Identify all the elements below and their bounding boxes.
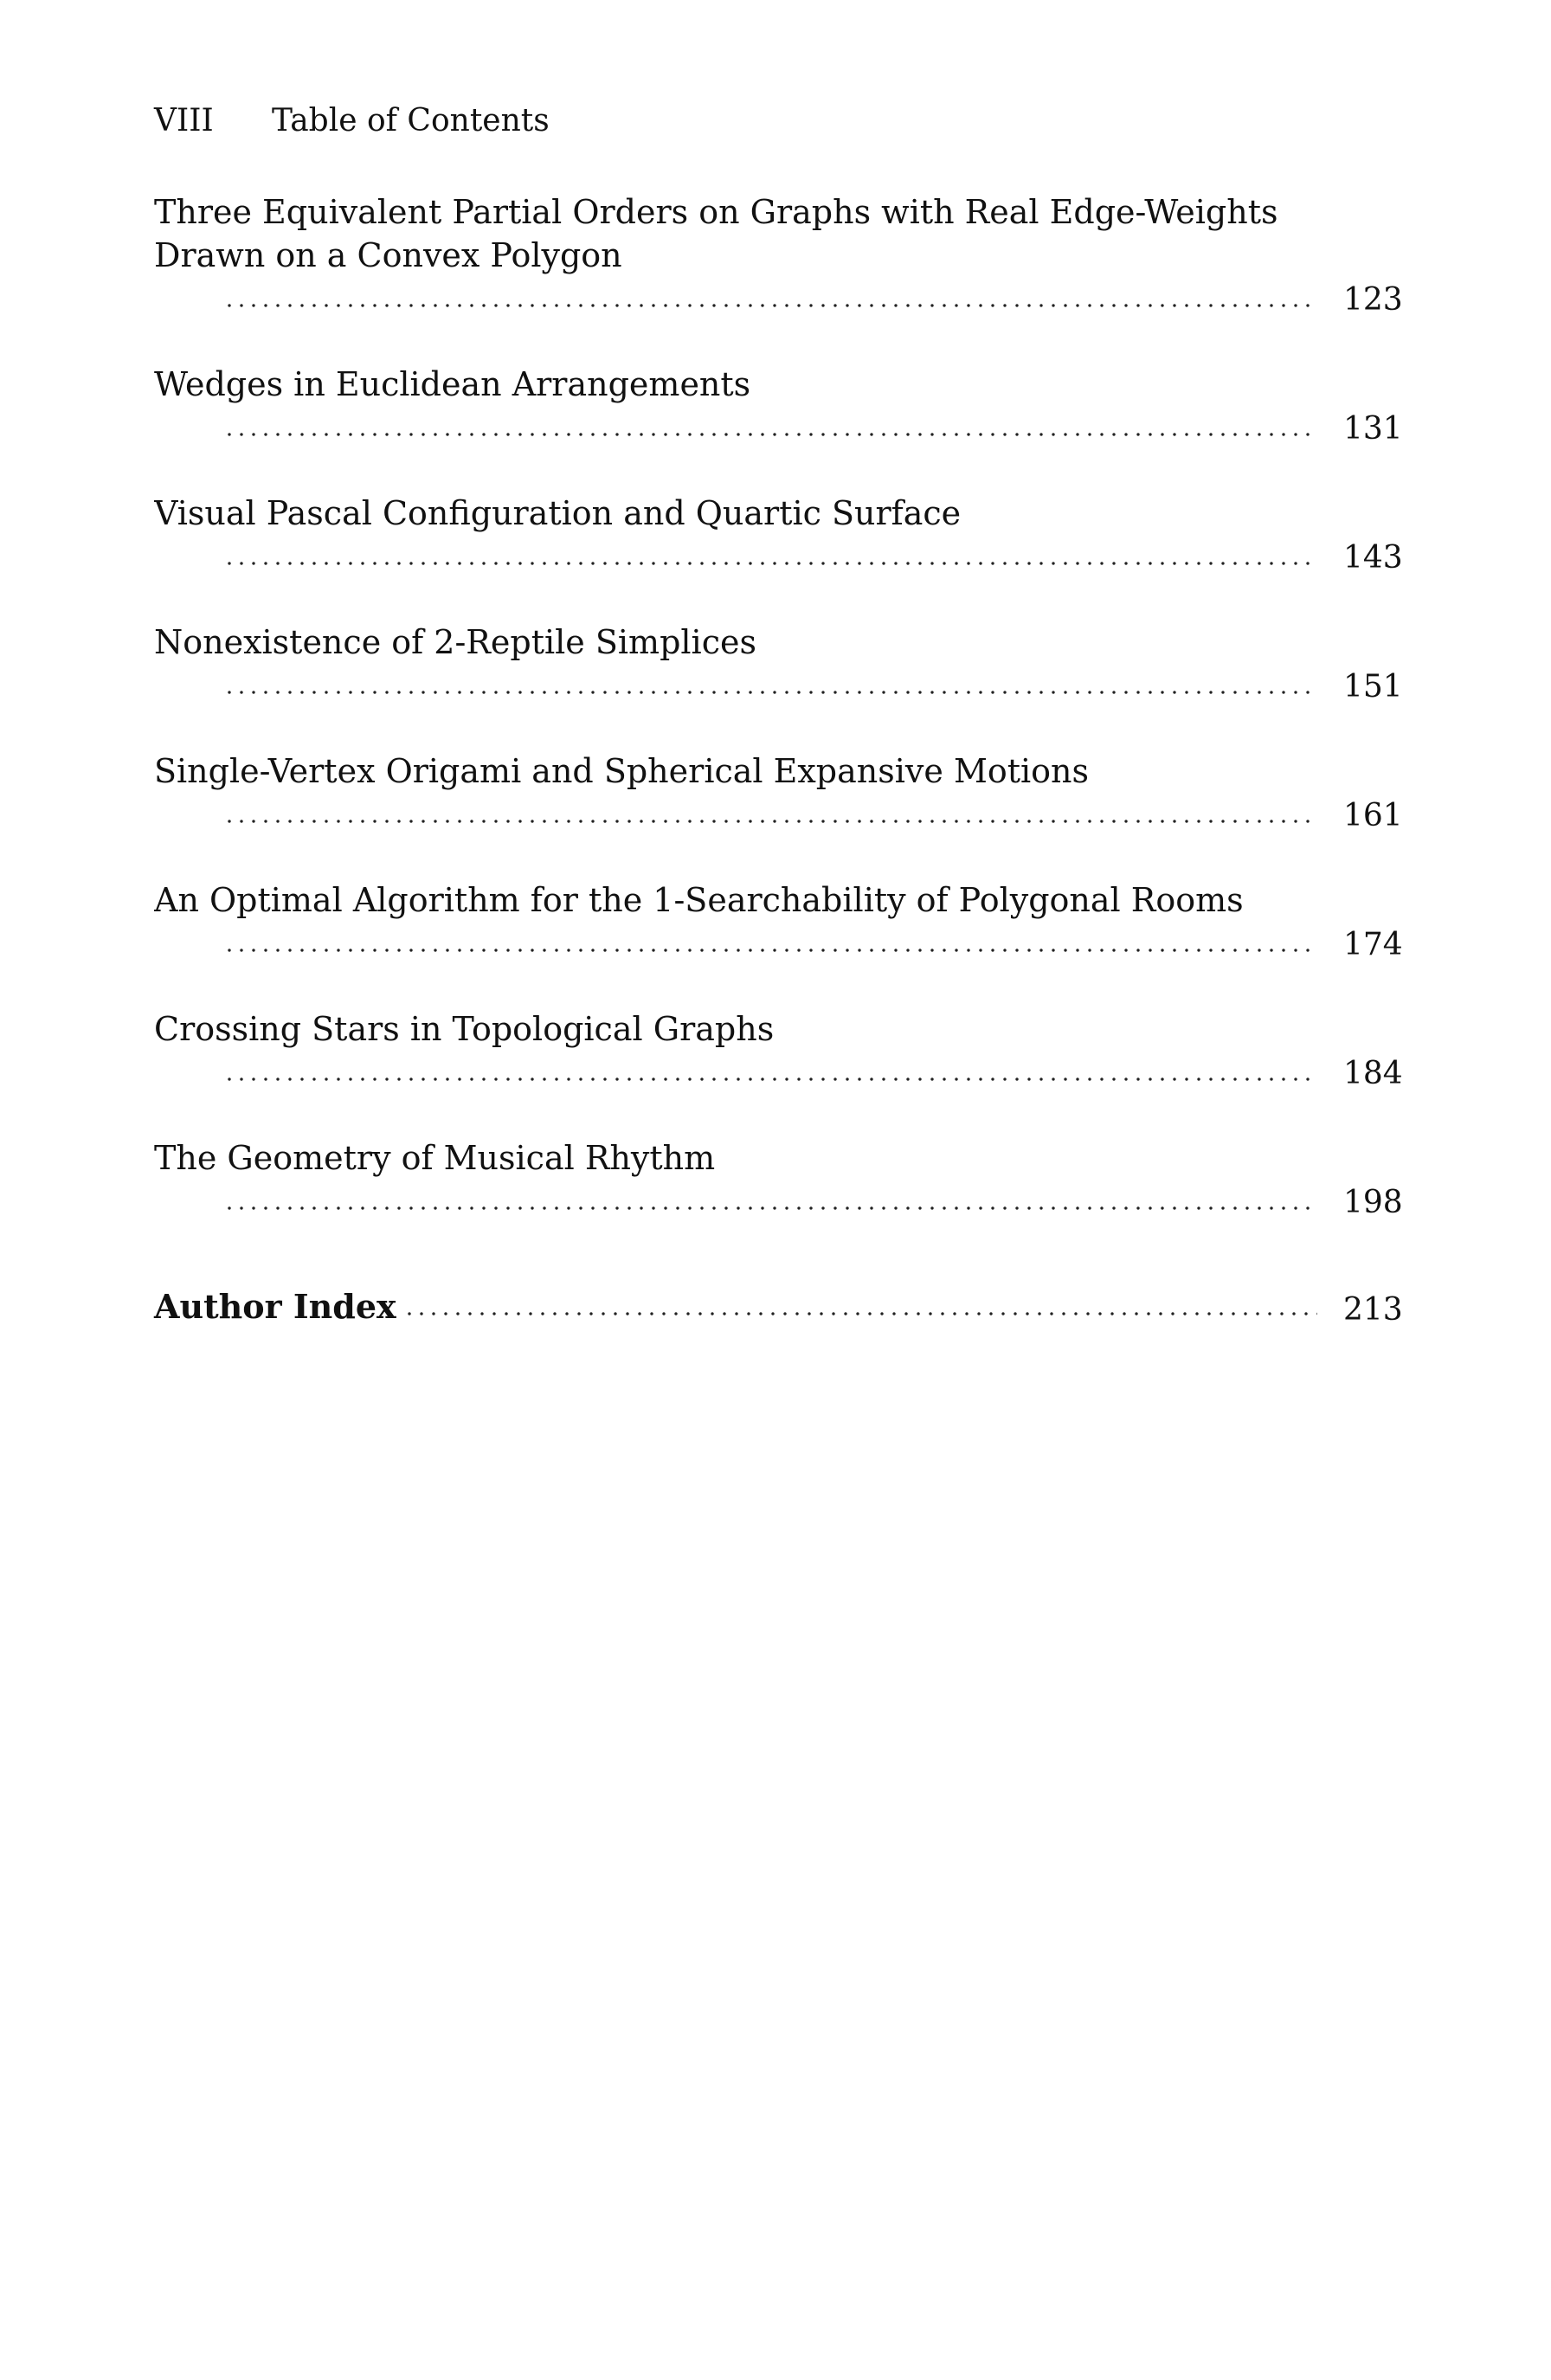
dot-leader: [223, 304, 1317, 307]
entry-page-number[interactable]: 161: [1343, 798, 1403, 833]
toc-entry[interactable]: [154, 1007, 1403, 1136]
toc-entries: [154, 190, 1403, 1265]
author-line: [154, 407, 1403, 447]
entry-page-number[interactable]: 143: [1343, 540, 1403, 576]
author-line: [154, 794, 1403, 833]
dot-leader: [223, 1077, 1317, 1081]
author-index-label: Author Index: [154, 1287, 396, 1326]
dot-leader: [223, 1206, 1317, 1210]
entry-page-number[interactable]: 198: [1343, 1185, 1403, 1220]
entry-page-number[interactable]: 174: [1343, 927, 1403, 962]
toc-entry[interactable]: [154, 1136, 1403, 1265]
toc-entry[interactable]: [154, 190, 1403, 363]
entry-title-line: An Optimal Algorithm for the 1-Searchability of Polygonal Rooms: [154, 881, 1244, 919]
author-line: [154, 923, 1403, 962]
dot-leader: [403, 1312, 1317, 1315]
section-title: Table of Contents: [272, 103, 550, 138]
author-index-page-number[interactable]: 213: [1343, 1292, 1403, 1328]
toc-entry[interactable]: [154, 621, 1403, 749]
page-number: VIII: [154, 103, 214, 138]
entry-page-number[interactable]: 184: [1343, 1056, 1403, 1091]
dot-leader: [223, 949, 1317, 952]
entry-title-line: The Geometry of Musical Rhythm: [154, 1139, 716, 1177]
author-line: [154, 1052, 1403, 1091]
entry-title-line: Nonexistence of 2-Reptile Simplices: [154, 623, 756, 661]
entry-page-number[interactable]: 151: [1343, 669, 1403, 704]
author-index-entry[interactable]: [154, 1284, 1403, 1328]
author-line: [154, 278, 1403, 318]
dot-leader: [223, 820, 1317, 823]
dot-leader: [223, 691, 1317, 694]
author-line: [154, 665, 1403, 704]
entry-title-line: Single-Vertex Origami and Spherical Expansive Motions: [154, 752, 1090, 790]
toc-entry[interactable]: [154, 749, 1403, 878]
entry-title-line: Visual Pascal Configuration and Quartic Surface: [154, 494, 962, 532]
entry-title-line: Wedges in Euclidean Arrangements: [154, 365, 751, 403]
author-line: [154, 1180, 1403, 1220]
dot-leader: [223, 433, 1317, 436]
entry-page-number[interactable]: 123: [1343, 282, 1403, 318]
entry-title-line: Drawn on a Convex Polygon: [154, 236, 622, 274]
toc-entry[interactable]: [154, 878, 1403, 1007]
entry-title-line: Crossing Stars in Topological Graphs: [154, 1010, 775, 1048]
running-head: [154, 102, 550, 140]
toc-page: [154, 0, 1403, 2380]
toc-entry[interactable]: [154, 492, 1403, 621]
entry-page-number[interactable]: 131: [1343, 411, 1403, 447]
toc-entry[interactable]: [154, 363, 1403, 492]
author-line: [154, 536, 1403, 576]
entry-title-line: Three Equivalent Partial Orders on Graphs with Real Edge-Weights: [154, 193, 1278, 231]
dot-leader: [223, 562, 1317, 565]
